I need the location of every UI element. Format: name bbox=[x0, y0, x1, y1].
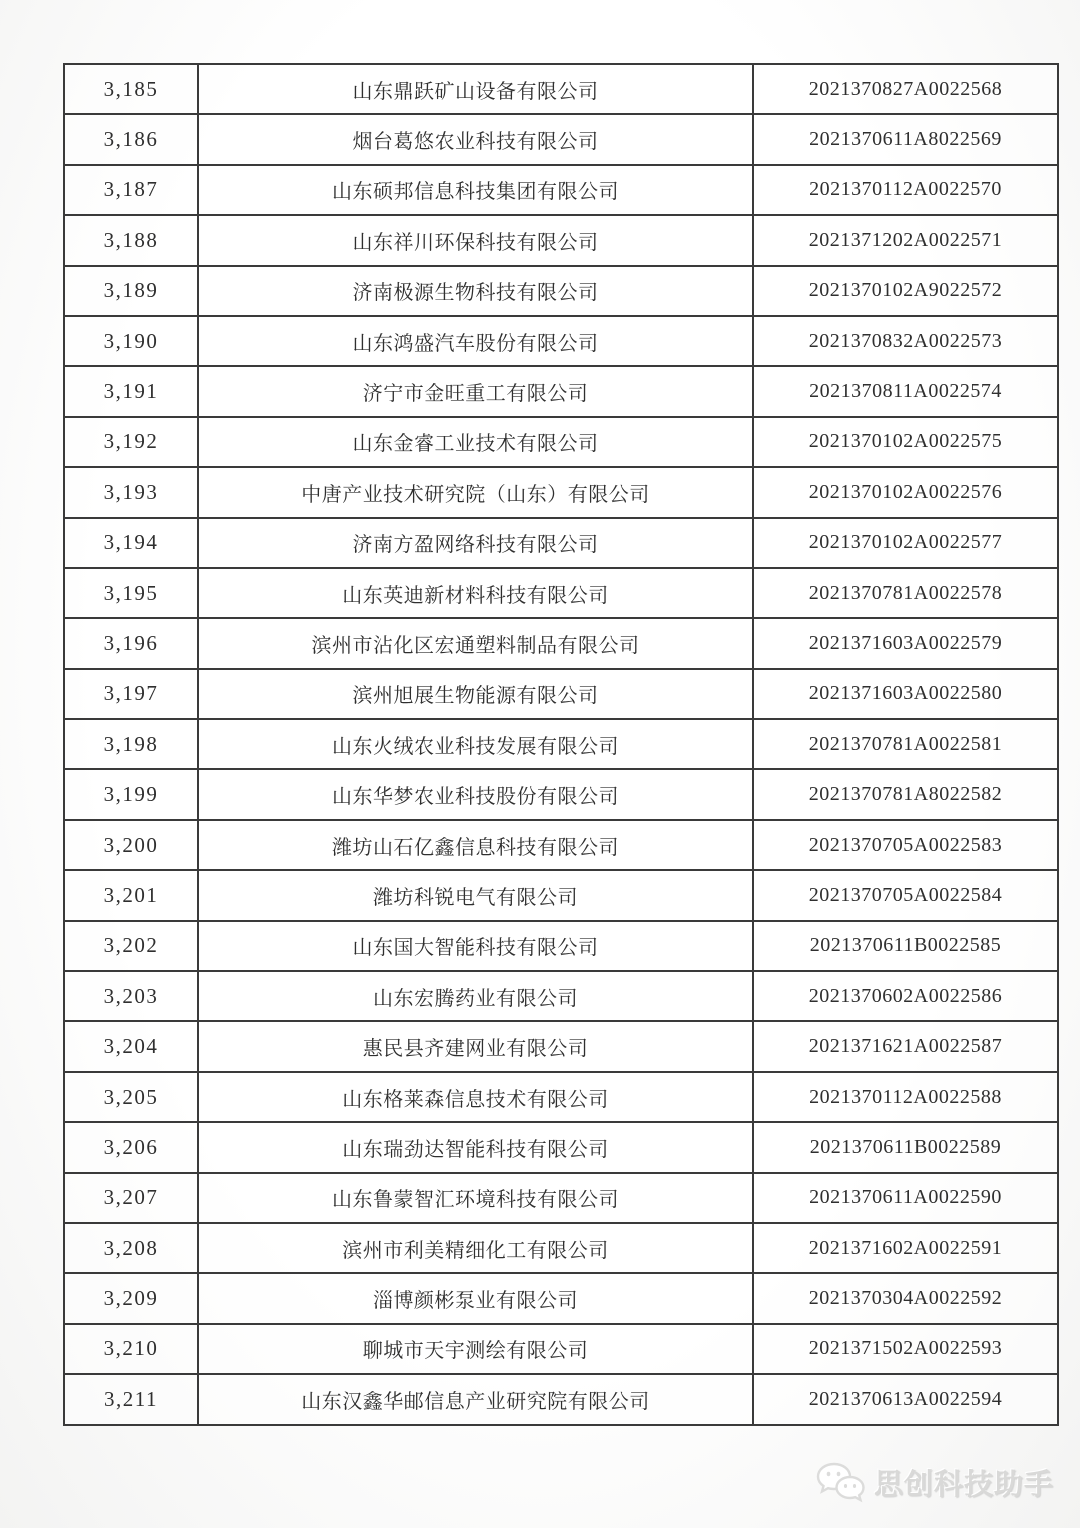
row-number: 3,211 bbox=[64, 1374, 198, 1424]
watermark-text: 思创科技助手 bbox=[873, 1468, 1054, 1501]
company-id: 2021370827A0022568 bbox=[753, 64, 1058, 114]
company-id: 2021370102A9022572 bbox=[753, 266, 1058, 316]
watermark bbox=[814, 1460, 1054, 1504]
row-number: 3,185 bbox=[64, 64, 198, 114]
company-id: 2021370781A8022582 bbox=[753, 769, 1058, 819]
company-id: 2021370611A8022569 bbox=[753, 114, 1058, 164]
table-row bbox=[64, 467, 1058, 517]
company-id: 2021370832A0022573 bbox=[753, 316, 1058, 366]
company-name: 济宁市金旺重工有限公司 bbox=[198, 366, 753, 416]
company-id: 2021370112A0022588 bbox=[753, 1072, 1058, 1122]
company-name: 山东国大智能科技有限公司 bbox=[198, 921, 753, 971]
row-number: 3,201 bbox=[64, 870, 198, 920]
table-row bbox=[64, 820, 1058, 870]
row-number: 3,210 bbox=[64, 1324, 198, 1374]
company-id: 2021371621A0022587 bbox=[753, 1021, 1058, 1071]
table-row bbox=[64, 921, 1058, 971]
company-name: 聊城市天宇测绘有限公司 bbox=[198, 1324, 753, 1374]
company-id: 2021370611B0022585 bbox=[753, 921, 1058, 971]
table-row bbox=[64, 1122, 1058, 1172]
company-name: 山东火绒农业科技发展有限公司 bbox=[198, 719, 753, 769]
company-name: 山东硕邦信息科技集团有限公司 bbox=[198, 165, 753, 215]
row-number: 3,190 bbox=[64, 316, 198, 366]
company-name: 山东鸿盛汽车股份有限公司 bbox=[198, 316, 753, 366]
table-row bbox=[64, 417, 1058, 467]
company-name: 滨州旭展生物能源有限公司 bbox=[198, 669, 753, 719]
table-row bbox=[64, 769, 1058, 819]
company-name: 山东瑞劲达智能科技有限公司 bbox=[198, 1122, 753, 1172]
company-id: 2021370705A0022583 bbox=[753, 820, 1058, 870]
table-row bbox=[64, 215, 1058, 265]
company-name: 潍坊山石亿鑫信息科技有限公司 bbox=[198, 820, 753, 870]
table-row bbox=[64, 518, 1058, 568]
row-number: 3,202 bbox=[64, 921, 198, 971]
row-number: 3,204 bbox=[64, 1021, 198, 1071]
company-id: 2021370781A0022581 bbox=[753, 719, 1058, 769]
company-name: 山东英迪新材料科技有限公司 bbox=[198, 568, 753, 618]
row-number: 3,186 bbox=[64, 114, 198, 164]
row-number: 3,191 bbox=[64, 366, 198, 416]
company-name: 淄博颜彬泵业有限公司 bbox=[198, 1273, 753, 1323]
company-id: 2021370102A0022576 bbox=[753, 467, 1058, 517]
table-row bbox=[64, 870, 1058, 920]
company-name: 烟台葛悠农业科技有限公司 bbox=[198, 114, 753, 164]
row-number: 3,208 bbox=[64, 1223, 198, 1273]
company-name: 山东华梦农业科技股份有限公司 bbox=[198, 769, 753, 819]
table-row bbox=[64, 1072, 1058, 1122]
company-list-table bbox=[63, 63, 1059, 1426]
table-row bbox=[64, 316, 1058, 366]
company-id: 2021370705A0022584 bbox=[753, 870, 1058, 920]
row-number: 3,187 bbox=[64, 165, 198, 215]
row-number: 3,197 bbox=[64, 669, 198, 719]
company-name: 济南极源生物科技有限公司 bbox=[198, 266, 753, 316]
row-number: 3,205 bbox=[64, 1072, 198, 1122]
table-row bbox=[64, 1374, 1058, 1424]
chat-bubbles-icon bbox=[814, 1460, 866, 1504]
company-id: 2021371603A0022579 bbox=[753, 618, 1058, 668]
company-id: 2021370102A0022577 bbox=[753, 518, 1058, 568]
row-number: 3,193 bbox=[64, 467, 198, 517]
company-id: 2021370102A0022575 bbox=[753, 417, 1058, 467]
row-number: 3,192 bbox=[64, 417, 198, 467]
company-name: 济南方盈网络科技有限公司 bbox=[198, 518, 753, 568]
row-number: 3,207 bbox=[64, 1173, 198, 1223]
table-row bbox=[64, 64, 1058, 114]
company-id: 2021370602A0022586 bbox=[753, 971, 1058, 1021]
row-number: 3,203 bbox=[64, 971, 198, 1021]
company-name: 山东祥川环保科技有限公司 bbox=[198, 215, 753, 265]
company-id: 2021370811A0022574 bbox=[753, 366, 1058, 416]
row-number: 3,189 bbox=[64, 266, 198, 316]
table-row bbox=[64, 366, 1058, 416]
company-name: 滨州市沾化区宏通塑料制品有限公司 bbox=[198, 618, 753, 668]
table-row bbox=[64, 114, 1058, 164]
company-name: 山东宏腾药业有限公司 bbox=[198, 971, 753, 1021]
company-id: 2021371602A0022591 bbox=[753, 1223, 1058, 1273]
company-name: 潍坊科锐电气有限公司 bbox=[198, 870, 753, 920]
company-name: 山东金睿工业技术有限公司 bbox=[198, 417, 753, 467]
row-number: 3,195 bbox=[64, 568, 198, 618]
company-name: 山东鲁蒙智汇环境科技有限公司 bbox=[198, 1173, 753, 1223]
row-number: 3,188 bbox=[64, 215, 198, 265]
company-id: 2021370781A0022578 bbox=[753, 568, 1058, 618]
company-name: 山东格莱森信息技术有限公司 bbox=[198, 1072, 753, 1122]
row-number: 3,200 bbox=[64, 820, 198, 870]
company-name: 山东鼎跃矿山设备有限公司 bbox=[198, 64, 753, 114]
row-number: 3,198 bbox=[64, 719, 198, 769]
row-number: 3,206 bbox=[64, 1122, 198, 1172]
table-row bbox=[64, 1273, 1058, 1323]
table-row bbox=[64, 1173, 1058, 1223]
company-name: 中唐产业技术研究院（山东）有限公司 bbox=[198, 467, 753, 517]
table-row bbox=[64, 266, 1058, 316]
company-id: 2021371202A0022571 bbox=[753, 215, 1058, 265]
table-row bbox=[64, 568, 1058, 618]
row-number: 3,199 bbox=[64, 769, 198, 819]
row-number: 3,209 bbox=[64, 1273, 198, 1323]
table-row bbox=[64, 719, 1058, 769]
row-number: 3,196 bbox=[64, 618, 198, 668]
table-row bbox=[64, 1324, 1058, 1374]
company-id: 2021370304A0022592 bbox=[753, 1273, 1058, 1323]
company-id: 2021371603A0022580 bbox=[753, 669, 1058, 719]
company-id: 2021370112A0022570 bbox=[753, 165, 1058, 215]
company-name: 滨州市利美精细化工有限公司 bbox=[198, 1223, 753, 1273]
company-name: 山东汉鑫华邮信息产业研究院有限公司 bbox=[198, 1374, 753, 1424]
table-row bbox=[64, 1223, 1058, 1273]
company-name: 惠民县齐建网业有限公司 bbox=[198, 1021, 753, 1071]
table-row bbox=[64, 165, 1058, 215]
company-id: 2021370613A0022594 bbox=[753, 1374, 1058, 1424]
table-row bbox=[64, 618, 1058, 668]
table-row bbox=[64, 669, 1058, 719]
row-number: 3,194 bbox=[64, 518, 198, 568]
company-id: 2021371502A0022593 bbox=[753, 1324, 1058, 1374]
company-id: 2021370611B0022589 bbox=[753, 1122, 1058, 1172]
company-id: 2021370611A0022590 bbox=[753, 1173, 1058, 1223]
table-row bbox=[64, 1021, 1058, 1071]
table-row bbox=[64, 971, 1058, 1021]
